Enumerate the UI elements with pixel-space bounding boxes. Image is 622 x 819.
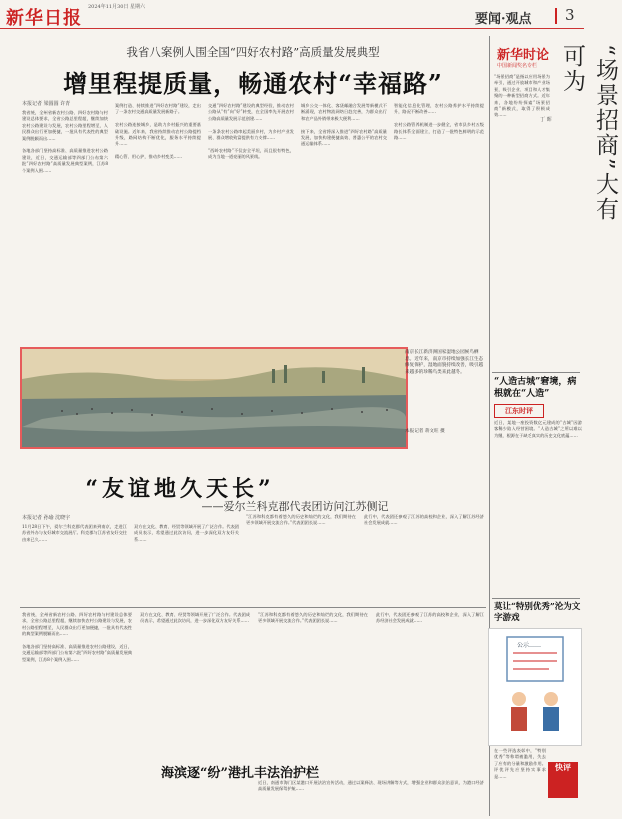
section-divider [555,8,557,24]
lead-column-3: 交通“四好农村路”建设的典型经验，推动农村公路从“有”向“好”转变，在全国率先开展农村公路高质量发展示范创建…… 一条条农村公路串起美丽乡村，为乡村产业发展、群众增收致富提供有力支撑…… “西岭农村路”不仅安全平坦，而且很有特色，成为当地一道亮丽的风景线。 [208,103,294,160]
jiangdong-commentary-logo: 江东时评 [494,404,544,418]
xinhua-commentary-logo: 新华时论 [497,48,550,63]
section-rule [20,607,486,608]
lead-column-1: 我省统，全州省新农村公路、四好农村路与村建设总体要求，全省公路总里程超，继续加快农村公路建设与发展，农村公路里程增至，人民群众出行更加便捷，一批具有代表性的典型案例脱颖而出…… 各地各部门坚持高标准、高质量推进农村公路建设，近日，交通运输部等四部门公布第六批“四好农村路”高质量发展典型案例，江苏8个案例入围…… [22,110,108,173]
bottom-headline: 海滨逐“纷”港扎丰法治护栏 [161,766,319,781]
photo-credit: 本报记者 蒋文旺 摄 [405,429,445,434]
sidebar-author: 丁 晖 [540,117,552,123]
sidebar-rule-1 [492,372,580,373]
bottom-comment-body: 在一些评选表彰中，“特别优秀”等称谓被滥用，失去了应有的分量和激励作用。评优评先应坚持实事求是…… [494,748,546,779]
photo-caption: 南京长江新济洲国家湿地公园候鸟栖息。近年来，南京市持续加强长江生态修复保护，湿地面貌持续改善，吸引越来越多的珍稀鸟类来此越冬。 [405,350,484,375]
feature-deck: ——爱尔兰科克郡代表团访问江苏侧记 [201,500,389,513]
bottom-column: 近日，南通市海门区某港口开展法治宣传活动，通过以案释法、现场讲解等方式，增强企业和群众法治意识，为港口经济高质量发展保驾护航…… [258,780,484,792]
comment-body: 近日，某地一座投资数亿元建成的“古城”因游客稀少陷入经营困境。“人造古城”之所以难以为继，根源在于缺乏真实的历史文化底蕴…… [494,420,582,438]
lead-column-4: 城乡公交一体化、客货邮融合发展等新模式不断涌现，农村物流网络日趋完善，为群众出行和农产品外销带来极大便利…… 接下来，全省将深入推进“四好农村路”高质量发展，加快构建便捷高效、普惠公平的农村交通运输体系…… [301,103,387,147]
newspaper-logo: 新华日报 [6,8,82,29]
wetland-scene-illustration [22,349,406,447]
section-name: 要闻·观点 [475,12,532,27]
sidebar-vertical-title: “场景招商”大有可为 [559,44,618,222]
sidebar-rule-2 [492,598,580,599]
cartoon-illustration [488,628,582,746]
sidebar-body: “场景招商”是指以应用场景为牵引，通过开放城市和产业场景，吸引企业、项目和人才集聚的一种新型招商方式。近年来，各地纷纷探索“场景招商”新模式，取得了积极成效…… [494,74,550,118]
lead-column-5: 智能化信息化管理，农村公路养护水平持续提升，路况不断改善…… 农村公路管养机制进一步健全，省市县乡村五级路长体系全面建立，打造了一批特色鲜明的示范路…… [394,103,484,141]
feature-byline: 本报记者 孙瑜 沈晓宇 [22,515,71,521]
lower-column-2: 双方在文化、教育、经贸等领域开展了广泛合作。代表团成员表示，希望通过此次访问，进一步深化双方友好关系…… [140,612,250,624]
lower-column-1: 我省统，全州省新农村公路、四好农村路与村建设总体要求，全省公路总里程超，继续加快农村公路建设与发展，农村公路里程增至，人民群众出行更加便捷，一批具有代表性的典型案例脱颖而出…… 各地各部门坚持高标准、高质量推进农村公路建设，近日，交通运输部等四部门公布第六批“四好农村路”高质量发展典型案例，江苏8个案例入围…… [22,612,132,662]
feature-column-1: 11月28日下午，爱尔兰科克郡代表团来到南京，走进江苏省外办与友好城市交流展厅。科克郡与江苏省友好交往由来已久…… [22,524,127,542]
feature-column-2: 双方在文化、教育、经贸等领域开展了广泛合作。代表团成员表示，希望通过此次访问，进一步深化双方友好关系…… [134,524,239,542]
page-number: 3 [565,6,575,24]
bottom-comment-title: 莫让“特别优秀”沦为文字游戏 [494,602,581,623]
notice-board-label: 公示…… [517,642,542,649]
xinhua-commentary-subtitle: 中国新闻奖名专栏 [497,63,538,69]
feature-headline: “友谊地久天长” [85,476,275,502]
issue-date: 2024年11月30日 星期六 [88,4,146,10]
lead-headline: 增里程提质量，畅通农村“幸福路” [63,69,443,98]
feature-column-4: 此行中，代表团还参观了江苏的高校和企业，深入了解江苏经济社会发展成就…… [364,514,484,526]
feature-column-3: “江苏和科克都有着悠久的历史和灿烂的文化，我们期待在更多领域开展交流合作。”代表团团长说…… [246,514,356,526]
lower-column-3: “江苏和科克都有着悠久的历史和灿烂的文化，我们期待在更多领域开展交流合作。”代表团团长说…… [258,612,368,624]
comment-title: “人造古城”窘境，病根就在“人造” [494,377,577,399]
quick-commentary-stamp: 快评 [548,762,578,798]
lead-byline: 本报记者 梁圆圆 许青 [22,101,71,107]
lower-column-4: 此行中，代表团还参观了江苏的高校和企业，深入了解江苏经济社会发展成就…… [376,612,484,624]
wetland-photo [20,347,408,449]
lead-column-2: 案例打造、持续推进“四好农村路”建设，走出了一条农村交通高质量发展新路子。 农村公路连接城乡，是助力乡村振兴的重要基础设施。近年来，我省持续推动农村公路提档升级，路网结构不断优化，服务水平持续提升…… 精心管、用心护，推动乡村变美…… [115,103,201,160]
lead-kicker: 我省八案例人围全国“四好农村路”高质量发展典型 [126,45,380,59]
